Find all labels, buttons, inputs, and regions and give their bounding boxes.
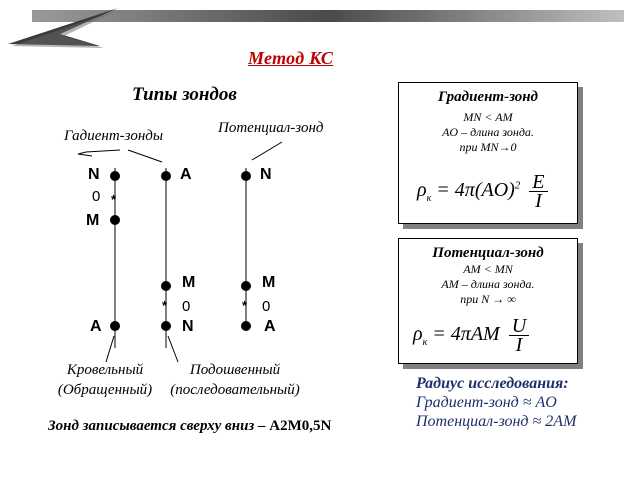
probe3-point-marker: * [242,298,248,313]
probe-diagram [0,0,380,400]
probe1-caption [50,360,160,400]
gradient-box-line3: при MN→0 [459,140,517,154]
probe2-label-dist: 0 [182,298,191,315]
probe2-caption-line1: Подошвенный [189,362,281,378]
footer-code: A2M0,5N [269,418,332,434]
probe3-label-dist: 0 [262,298,271,315]
radius-block [416,374,576,431]
probe3-label-a: A [264,318,276,335]
footer-note [48,418,331,435]
probe1-caption-line2: (Обращенный) [57,382,153,398]
probe2-electrode-a [161,171,171,181]
radius-line2: Потенциал-зонд ≈ 2AM [416,413,577,430]
probe2-electrode-m [161,281,171,291]
probe3-label-m: M [262,274,276,291]
section-title: Типы зондов [132,84,237,105]
potential-probe-box [398,238,578,364]
gradient-box-line1: MN < AM [463,110,513,124]
potential-formula: $\rho_к = 4\pi AM$ $\frac{U}{I}$ [413,317,529,354]
potential-box-line1: AM < MN [463,262,513,276]
potential-box-line2: AM – длина зонда. [441,277,535,291]
gradient-probe-box [398,82,578,224]
potential-group-label: Потенциал-зонд [218,120,324,136]
potential-box-heading: Потенциал-зонд [432,245,544,261]
potential-box-line3: при N → ∞ [460,292,516,306]
probe2-caption-line2: (последовательный) [170,382,300,398]
radius-line1: Градиент-зонд ≈ AO [416,394,557,411]
probe1-label-dist: 0 [92,188,101,205]
probe1-electrode-a [110,321,120,331]
probe3-electrode-n [241,171,251,181]
probe2-caption [150,360,320,400]
probe3-label-n: N [260,166,272,183]
radius-heading: Радиус исследования: [416,375,569,392]
probe3-electrode-a [241,321,251,331]
probe2-electrode-n [161,321,171,331]
footer-text: Зонд записывается сверху вниз – [48,418,270,434]
gradient-box-line2: AO – длина зонда. [442,125,534,139]
probe3-electrode-m [241,281,251,291]
page-title: Метод КС [248,48,334,68]
probe1-electrode-m [110,215,120,225]
probe1-label-a: A [90,318,102,335]
gradient-group-label: Гадиент-зонды [64,128,164,144]
probe1-electrode-n [110,171,120,181]
probe2-label-n: N [182,318,194,335]
probe2-label-a: A [180,166,192,183]
probe1-label-m: M [86,212,100,229]
gradient-box-heading: Градиент-зонд [438,89,538,105]
gradient-formula: $\rho_к = 4\pi(AO)^2$ $\frac{E}{I}$ [417,173,548,210]
probe1-label-n: N [88,166,100,183]
probe2-point-marker: * [162,298,168,313]
probe1-point-marker: * [111,192,117,207]
probe2-label-m: M [182,274,196,291]
probe1-caption-line1: Кровельный [66,362,144,378]
